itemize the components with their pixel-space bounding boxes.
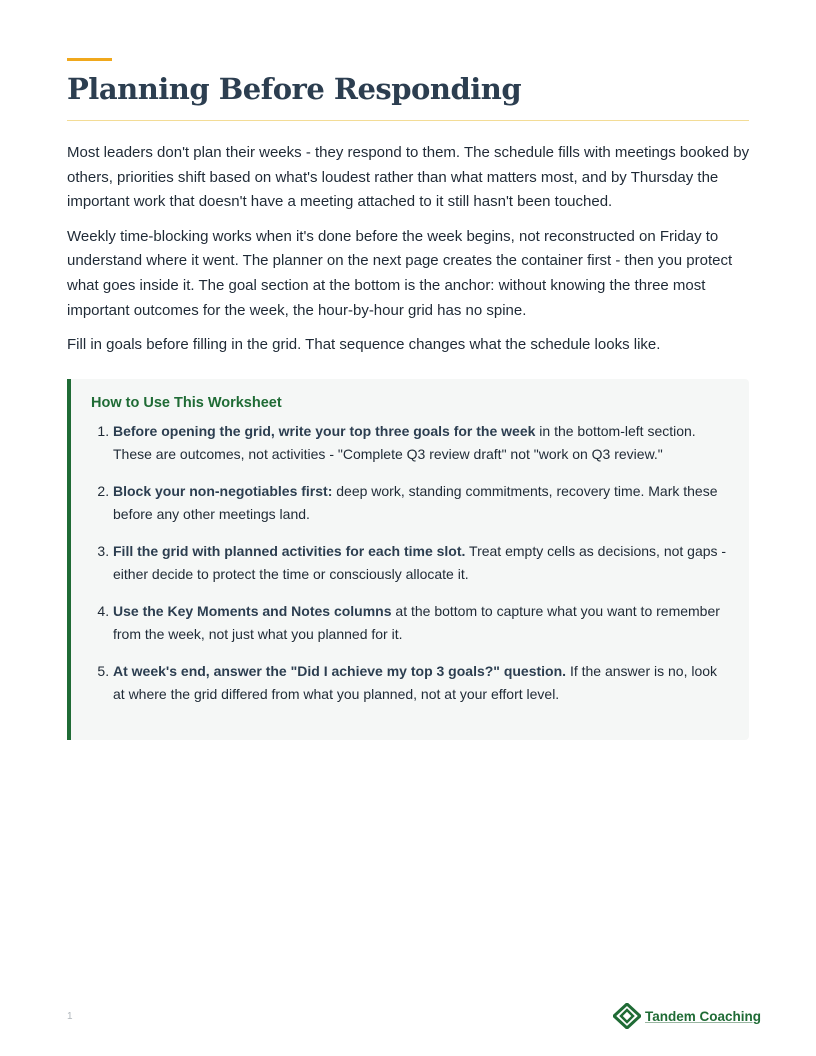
step-5-text: If the answer is no, look at where the grid differed from what you planned, not at your effort level. — [113, 663, 718, 702]
how-to-callout — [67, 379, 749, 740]
step-2-bold: Block your non-negotiables first: — [113, 483, 333, 499]
step-5-bold: At week's end, answer the "Did I achieve my top 3 goals?" question. — [113, 663, 567, 679]
intro-paragraph-1: Most leaders don't plan their weeks - they respond to them. The schedule fills with meetings booked by others, priorities shift based on what's loudest rather than what matters most, and by Thursday the important work that doesn't have a meeting attached to it still hasn't been touched. — [67, 144, 750, 211]
step-3-text: Treat empty cells as decisions, not gaps - either decide to protect the time or consciously allocate it. — [113, 543, 727, 582]
step-2-text: deep work, standing commitments, recovery time. Mark these before any other meetings land. — [113, 483, 718, 522]
how-to-step-2 — [113, 480, 729, 526]
footer-brand — [613, 1003, 761, 1029]
intro-text — [67, 141, 755, 368]
how-to-step-4 — [113, 600, 729, 646]
how-to-steps — [91, 420, 729, 706]
title-accent-bar — [67, 58, 112, 61]
page-number: 1 — [67, 1011, 73, 1022]
step-4-text: at the bottom to capture what you want to remember from the week, not just what you planned for it. — [113, 603, 720, 642]
how-to-step-3 — [113, 540, 729, 586]
brand-name: Tandem Coaching — [645, 1008, 762, 1024]
how-to-step-1 — [113, 420, 729, 466]
step-1-text: in the bottom-left section. These are outcomes, not activities - "Complete Q3 review draft" not "work on Q3 review." — [113, 423, 696, 462]
intro-paragraph-2: Weekly time-blocking works when it's done before the week begins, not reconstructed on Friday to understand where it went. The planner on the next page creates the container first - then you protect what goes inside it. The goal section at the bottom is the anchor: without knowing the three most important outcomes for the week, the hour-by-hour grid has no spine. — [67, 227, 733, 319]
how-to-step-5 — [113, 660, 729, 706]
step-3-bold: Fill the grid with planned activities for each time slot. — [113, 543, 466, 559]
diamond-logo-icon — [613, 1003, 641, 1029]
page-title: Planning Before Responding — [67, 72, 522, 106]
step-1-bold: Before opening the grid, write your top three goals for the week — [113, 423, 536, 439]
step-4-bold: Use the Key Moments and Notes columns — [113, 603, 392, 619]
intro-paragraph-3: Fill in goals before filling in the grid. That sequence changes what the schedule looks like. — [67, 336, 661, 354]
title-divider — [67, 120, 749, 121]
how-to-heading: How to Use This Worksheet — [91, 395, 282, 411]
